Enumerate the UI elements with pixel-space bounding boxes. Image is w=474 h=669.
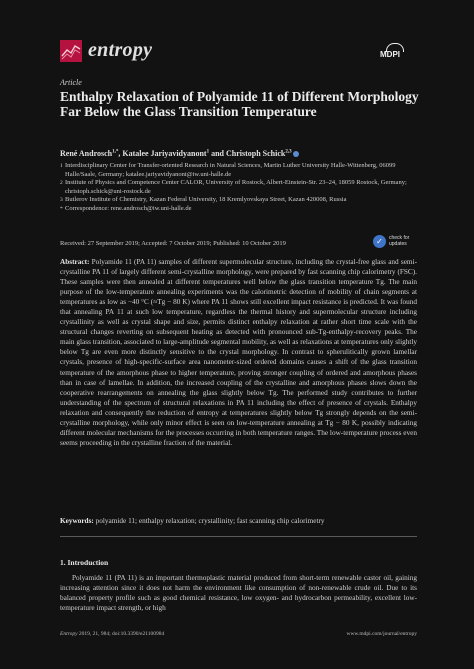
author-list [60, 149, 299, 158]
abstract-text: Polyamide 11 (PA 11) samples of different supermolecular structure, including the crystal-free glass and semi-crystalline PA 11 of largely different semi-crystalline morphology, were prepared by fast scanning chip calorimetry (FSC). These samples were then annealed at different temperatures well below the glass transition temperature Tg. The main purpose of the low-temperature annealing experiments was the calorimetric detection of mobility of chain segments at temperatures as low as −40 °C (≈Tg − 80 K) where PA 11 shows still excellent impact resistance is predicted. It was found that annealing PA 11 at such low temperature, regardless the thermal history and supermolecular structure including crystallinity as well as crystal shape and size, permits distinct enthalpy relaxation at rather short time scale with the structural changes reverting on subsequent heating as detected with pronounced sub-Tg-enthalpy-recovery peaks. The main glass transition, associated to large-amplitude segmental mobility, as well as relaxations at temperatures only slightly below Tg are even more distinctly sensitive to the crystal morphology. In contrast to spherulitically grown lamellar crystals, presence of high-specific-surface area nanometer-sized ordered domains causes a shift of the glass transition temperature of the amorphous phase to higher temperature, proving stronger coupling of ordered and amorphous phases than in case of lamellae. In addition, the increased coupling of the crystalline and amorphous phases slows down the cooperative rearrangements on annealing the glass slightly below Tg. The performed study contributes to further understanding of the spectrum of structural relaxations in PA 11 including the effect of presence of crystals. Enthalpy relaxation and consequently the reduction of entropy at temperatures slightly below Tg strongly depends on the semi-crystalline morphology, while only minor effect is seen on low-temperature annealing at Tg − 80 K, possibly indicating different molecular mechanisms for the processes occurring in both temperature ranges. The low-temperature process even seems proceeding in the crystalline fraction of the material. [60, 258, 417, 447]
affiliation-item [60, 162, 420, 179]
affiliation-list [60, 162, 420, 214]
affiliation-item [60, 196, 420, 205]
affiliation-number: 2 [60, 180, 63, 187]
publisher-name: MDPI [380, 50, 400, 59]
abstract [60, 257, 417, 448]
author-name[interactable]: René Androsch [60, 149, 113, 158]
author-affiliation-mark: 1,* [112, 149, 119, 155]
check-updates-icon: ✓ [373, 235, 386, 248]
affiliation-text: Institute of Physics and Competence Center CALOR, University of Rostock, Albert-Einstein-Str. 23–24, 18059 Rostock, Germany; christoph.schick@uni-rostock.de [65, 179, 407, 195]
footer-journal: Entropy [60, 631, 78, 637]
correspondence-item [60, 205, 420, 214]
keywords [60, 517, 325, 525]
author-name[interactable]: Katalee Jariyavidyanont [122, 149, 207, 158]
author-affiliation-mark: 2,3 [285, 149, 292, 155]
abstract-label: Abstract: [60, 258, 90, 266]
affiliation-number: 1 [60, 163, 63, 169]
author-separator: , [118, 149, 123, 158]
journal-logo-icon [60, 40, 82, 62]
check-updates-badge[interactable] [373, 235, 419, 249]
affiliation-number: 3 [60, 197, 63, 204]
footer-url[interactable]: www.mdpi.com/journal/entropy [346, 631, 417, 637]
affiliation-text: Butlerov Institute of Chemistry, Kazan Federal University, 18 Kremlyovskaya Street, Kazan 420008, Russia [65, 196, 347, 204]
check-updates-label [389, 236, 409, 247]
correspondence-text: Correspondence: rene.androsch@iw.uni-halle.de [65, 204, 192, 212]
page-title: Enthalpy Relaxation of Polyamide 11 of Different Morphology Far Below the Glass Transition Temperature [60, 89, 419, 119]
author-affiliation-mark: 1 [206, 149, 210, 155]
section-divider [60, 536, 417, 537]
affiliation-number: * [60, 205, 63, 212]
check-updates-line2: updates [389, 240, 407, 247]
keywords-text: polyamide 11; enthalpy relaxation; crystallinity; fast scanning chip calorimetry [95, 517, 325, 525]
article-type: Article [60, 78, 82, 87]
orcid-icon[interactable] [293, 151, 299, 157]
publication-dates: Received: 27 September 2019; Accepted: 7 October 2019; Published: 10 October 2019 [60, 240, 286, 247]
page-footer [60, 631, 417, 637]
section-heading: 1. Introduction [60, 558, 109, 567]
author-name[interactable]: Christoph Schick [225, 149, 286, 158]
footer-citation: 2019, 21, 984; doi:10.3390/e21100984 [77, 631, 165, 637]
affiliation-text: Interdisciplinary Center for Transfer-oriented Research in Natural Sciences, Martin Luther University Halle-Wittenberg, 06099 Halle/Saale, Germany; katalee.jariyavidyanont@iw.uni-halle.de [65, 162, 396, 178]
author-separator: and [209, 149, 226, 158]
journal-name: entropy [88, 39, 153, 61]
affiliation-item [60, 179, 420, 196]
mdpi-logo [380, 43, 410, 61]
check-updates-line1: check for [389, 235, 410, 241]
keywords-label: Keywords: [60, 517, 94, 525]
intro-paragraph: Polyamide 11 (PA 11) is an important thermoplastic material produced from short-term renewable castor oil, gaining increasing attention since it does not harm the environment like consumption of non-renewable crude oil. Due to its balanced property profile such as good chemical resistance, low oxygen- and hydrocarbon permeability, excellent low-temperature impact strength, or high [60, 574, 417, 612]
